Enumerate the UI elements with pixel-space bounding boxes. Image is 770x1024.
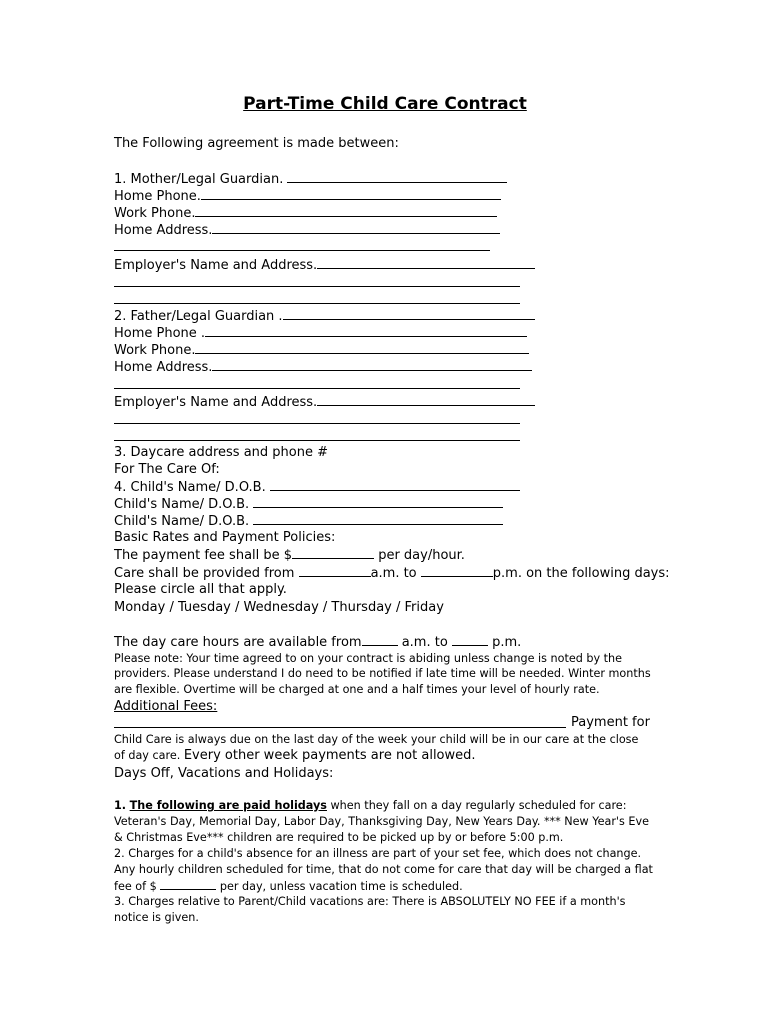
mother-home-phone-field[interactable] [201, 187, 501, 200]
hours-pm-field[interactable] [452, 633, 488, 646]
father-work-phone-label: Work Phone. [114, 343, 196, 358]
hours-am-label: a.m. to [401, 635, 448, 650]
mother-employer-field[interactable] [317, 256, 535, 269]
father-home-phone-field[interactable] [205, 324, 527, 337]
provided-pm-field[interactable] [421, 564, 493, 577]
father-guardian-field[interactable] [283, 307, 535, 320]
fee-prefix: The payment fee shall be $ [114, 548, 293, 563]
due-line-2b: Every other week payments are not allowed. [183, 748, 476, 763]
father-home-address-row [114, 358, 532, 376]
mother-employer-line-3[interactable] [114, 303, 520, 304]
flat-fee-row [114, 878, 463, 894]
father-address-line-2[interactable] [114, 388, 520, 389]
mother-guardian-label: 1. Mother/Legal Guardian. [114, 172, 284, 187]
mother-address-line-2[interactable] [114, 250, 490, 251]
hours-pm-label: p.m. [492, 635, 522, 650]
mother-work-phone-label: Work Phone. [114, 206, 196, 221]
notice-line: notice is given. [114, 911, 199, 924]
father-home-address-label: Home Address. [114, 360, 213, 375]
due-line-2a: of day care. [114, 749, 181, 762]
hours-prefix: The day care hours are available from [114, 635, 362, 650]
provided-prefix: Care shall be provided from [114, 566, 295, 581]
due-line-1: Child Care is always due on the last day of the week your child will be in our care at the close [114, 733, 639, 746]
daycare-address-label: 3. Daycare address and phone # [114, 445, 329, 460]
father-guardian-label: 2. Father/Legal Guardian . [114, 309, 283, 324]
illness-line: 2. Charges for a child's absence for an illness are part of your set fee, which does not change. [114, 847, 642, 860]
mother-home-address-row [114, 221, 500, 239]
hours-row [114, 633, 521, 651]
child2-field[interactable] [253, 495, 503, 508]
holidays-line-2: Veteran's Day, Memorial Day, Labor Day, Thanksgiving Day, New Years Day. *** New Year's Eve [114, 815, 649, 828]
flat-fee-suffix: per day, unless vacation time is scheduled. [219, 880, 463, 893]
paid-holidays-heading: The following are paid holidays [129, 799, 327, 812]
provided-row [114, 564, 670, 582]
father-employer-label: Employer's Name and Address. [114, 395, 318, 410]
mother-home-phone-label: Home Phone. [114, 189, 201, 204]
mother-employer-row [114, 256, 535, 274]
holidays-line-1 [114, 798, 626, 813]
child1-field[interactable] [270, 478, 520, 491]
rates-heading: Basic Rates and Payment Policies: [114, 530, 336, 545]
fee-field[interactable] [292, 546, 374, 559]
mother-home-phone-row [114, 187, 501, 205]
child1-row [114, 478, 520, 496]
father-home-phone-row [114, 324, 527, 342]
vacation-line: 3. Charges relative to Parent/Child vacations are: There is ABSOLUTELY NO FEE if a month's [114, 895, 626, 908]
mother-work-phone-row [114, 204, 497, 222]
paid-holidays-rest: when they fall on a day regularly scheduled for care: [330, 799, 627, 812]
father-employer-row [114, 393, 535, 411]
hours-note-1: Please note: Your time agreed to on your contract is abiding unless change is noted by the [114, 652, 623, 665]
payment-for-label: Payment for [571, 715, 650, 730]
mother-work-phone-field[interactable] [195, 204, 497, 217]
flat-fee-prefix: fee of $ [114, 880, 157, 893]
mother-guardian-row [114, 170, 507, 188]
page-title: Part-Time Child Care Contract [243, 94, 527, 114]
days-off-heading: Days Off, Vacations and Holidays: [114, 766, 334, 781]
flat-fee-field[interactable] [160, 878, 216, 890]
child3-label: Child's Name/ D.O.B. [114, 514, 250, 529]
provided-pm-label: p.m. on the following days: [492, 566, 670, 581]
father-employer-field[interactable] [317, 393, 535, 406]
circle-instruction: Please circle all that apply. [114, 582, 287, 597]
care-of-label: For The Care Of: [114, 462, 220, 477]
holidays-line-3: & Christmas Eve*** children are required to be picked up by or before 5:00 p.m. [114, 831, 564, 844]
hours-note-3: are flexible. Overtime will be charged at one and a half times your level of hourly rate. [114, 683, 600, 696]
provided-am-field[interactable] [299, 564, 371, 577]
father-home-address-field[interactable] [212, 358, 532, 371]
father-work-phone-row [114, 341, 529, 359]
hours-am-field[interactable] [362, 633, 398, 646]
mother-employer-line-2[interactable] [114, 286, 520, 287]
father-home-phone-label: Home Phone . [114, 326, 206, 341]
fee-suffix: per day/hour. [378, 548, 465, 563]
father-employer-line-3[interactable] [114, 440, 520, 441]
father-work-phone-field[interactable] [195, 341, 529, 354]
child3-row [114, 512, 503, 530]
father-employer-line-2[interactable] [114, 423, 520, 424]
child1-label: 4. Child's Name/ D.O.B. [114, 480, 266, 495]
mother-guardian-field[interactable] [287, 170, 507, 183]
fee-row [114, 546, 465, 564]
mother-home-address-label: Home Address. [114, 223, 213, 238]
holidays-num: 1. [114, 799, 127, 812]
days-of-week[interactable]: Monday / Tuesday / Wednesday / Thursday / Friday [114, 600, 444, 615]
mother-employer-label: Employer's Name and Address. [114, 258, 318, 273]
mother-home-address-field[interactable] [212, 221, 500, 234]
due-line-2 [114, 748, 476, 763]
intro-text: The Following agreement is made between: [114, 136, 399, 151]
child3-field[interactable] [253, 512, 503, 525]
provided-am-label: a.m. to [370, 566, 417, 581]
child2-row [114, 495, 503, 513]
additional-fees-heading: Additional Fees: [114, 699, 218, 714]
father-guardian-row [114, 307, 535, 325]
additional-fees-line[interactable] [114, 727, 566, 728]
child2-label: Child's Name/ D.O.B. [114, 497, 250, 512]
hourly-line: Any hourly children scheduled for time, that do not come for care that day will be charged a flat [114, 863, 653, 876]
hours-note-2: providers. Please understand I do need to be notified if late time will be needed. Winter months [114, 667, 651, 680]
